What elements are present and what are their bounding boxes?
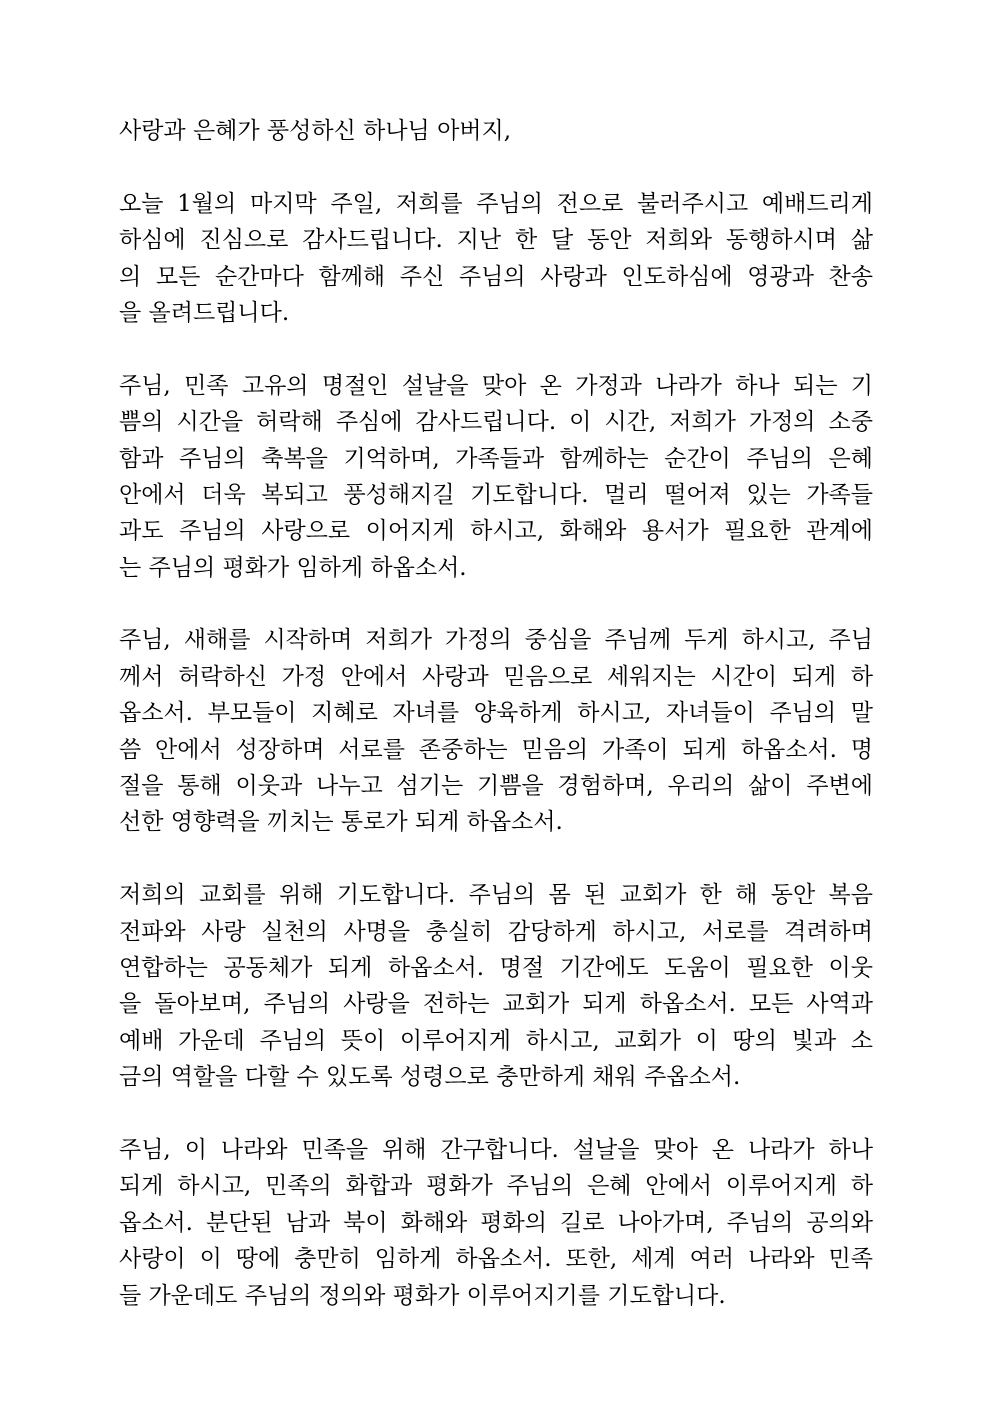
paragraph-line: 함과 주님의 축복을 기억하며, 가족들과 함께하는 순간이 주님의 은혜 <box>119 445 873 472</box>
paragraph-line: 의 모든 순간마다 함께해 주신 주님의 사랑과 인도하심에 영광과 찬송 <box>119 263 873 290</box>
paragraph-line: 쁨의 시간을 허락해 주심에 감사드립니다. 이 시간, 저희가 가정의 소중 <box>119 409 873 436</box>
paragraph-line: 연합하는 공동체가 되게 하옵소서. 명절 기간에도 도움이 필요한 이웃 <box>119 955 873 981</box>
paragraph-line: 과도 주님의 사랑으로 이어지게 하시고, 화해와 용서가 필요한 관계에 <box>119 518 873 545</box>
paragraph-line: 선한 영향력을 끼치는 통로가 되게 하옵소서. <box>119 809 563 836</box>
paragraph-line: 되게 하시고, 민족의 화합과 평화가 주님의 은혜 안에서 이루어지게 하 <box>119 1173 873 1200</box>
paragraph-line: 씀 안에서 성장하며 서로를 존중하는 믿음의 가족이 되게 하옵소서. 명 <box>119 736 873 763</box>
paragraph-line: 하심에 진심으로 감사드립니다. 지난 한 달 동안 저희와 동행하시며 삶 <box>119 227 873 254</box>
paragraph <box>119 877 873 1095</box>
paragraph-line: 안에서 더욱 복되고 풍성해지길 기도합니다. 멀리 떨어져 있는 가족들 <box>119 481 873 508</box>
paragraph-line: 오늘 1월의 마지막 주일, 저희를 주님의 전으로 불러주시고 예배드리게 <box>119 190 873 217</box>
paragraph-line: 전파와 사랑 실천의 사명을 충실히 감당하게 하시고, 서로를 격려하며 <box>119 918 873 945</box>
greeting-line: 사랑과 은혜가 풍성하신 하나님 아버지, <box>119 118 512 144</box>
paragraph-line: 예배 가운데 주님의 뜻이 이루어지게 하시고, 교회가 이 땅의 빛과 소 <box>119 1027 873 1054</box>
paragraph <box>119 1132 873 1314</box>
prayer-document <box>119 113 873 1350</box>
paragraph-line: 들 가운데도 주님의 정의와 평화가 이루어지기를 기도합니다. <box>119 1282 726 1309</box>
paragraph-line: 는 주님의 평화가 임하게 하옵소서. <box>119 554 467 581</box>
paragraph <box>119 622 873 840</box>
paragraph-line: 을 올려드립니다. <box>119 299 290 326</box>
paragraph-line: 을 돌아보며, 주님의 사랑을 전하는 교회가 되게 하옵소서. 모든 사역과 <box>119 991 873 1018</box>
paragraph <box>119 186 873 332</box>
paragraph-line: 옵소서. 부모들이 지혜로 자녀를 양육하게 하시고, 자녀들이 주님의 말 <box>119 700 873 727</box>
paragraph <box>119 368 873 586</box>
paragraph-line: 저희의 교회를 위해 기도합니다. 주님의 몸 된 교회가 한 해 동안 복음 <box>119 882 873 909</box>
paragraph-line: 금의 역할을 다할 수 있도록 성령으로 충만하게 채워 주옵소서. <box>119 1064 741 1091</box>
paragraph-line: 주님, 이 나라와 민족을 위해 간구합니다. 설날을 맞아 온 나라가 하나 <box>119 1136 873 1163</box>
paragraph-line: 께서 허락하신 가정 안에서 사랑과 믿음으로 세워지는 시간이 되게 하 <box>119 663 873 690</box>
paragraph-line: 옵소서. 분단된 남과 북이 화해와 평화의 길로 나아가며, 주님의 공의와 <box>119 1209 873 1236</box>
paragraph-line: 절을 통해 이웃과 나누고 섬기는 기쁨을 경험하며, 우리의 삶이 주변에 <box>119 773 873 800</box>
paragraph-line: 주님, 민족 고유의 명절인 설날을 맞아 온 가정과 나라가 하나 되는 기 <box>119 372 873 399</box>
paragraph-list <box>119 186 873 1314</box>
paragraph-line: 주님, 새해를 시작하며 저희가 가정의 중심을 주님께 두게 하시고, 주님 <box>119 627 873 654</box>
paragraph-line: 사랑이 이 땅에 충만히 임하게 하옵소서. 또한, 세계 여러 나라와 민족 <box>119 1246 873 1273</box>
